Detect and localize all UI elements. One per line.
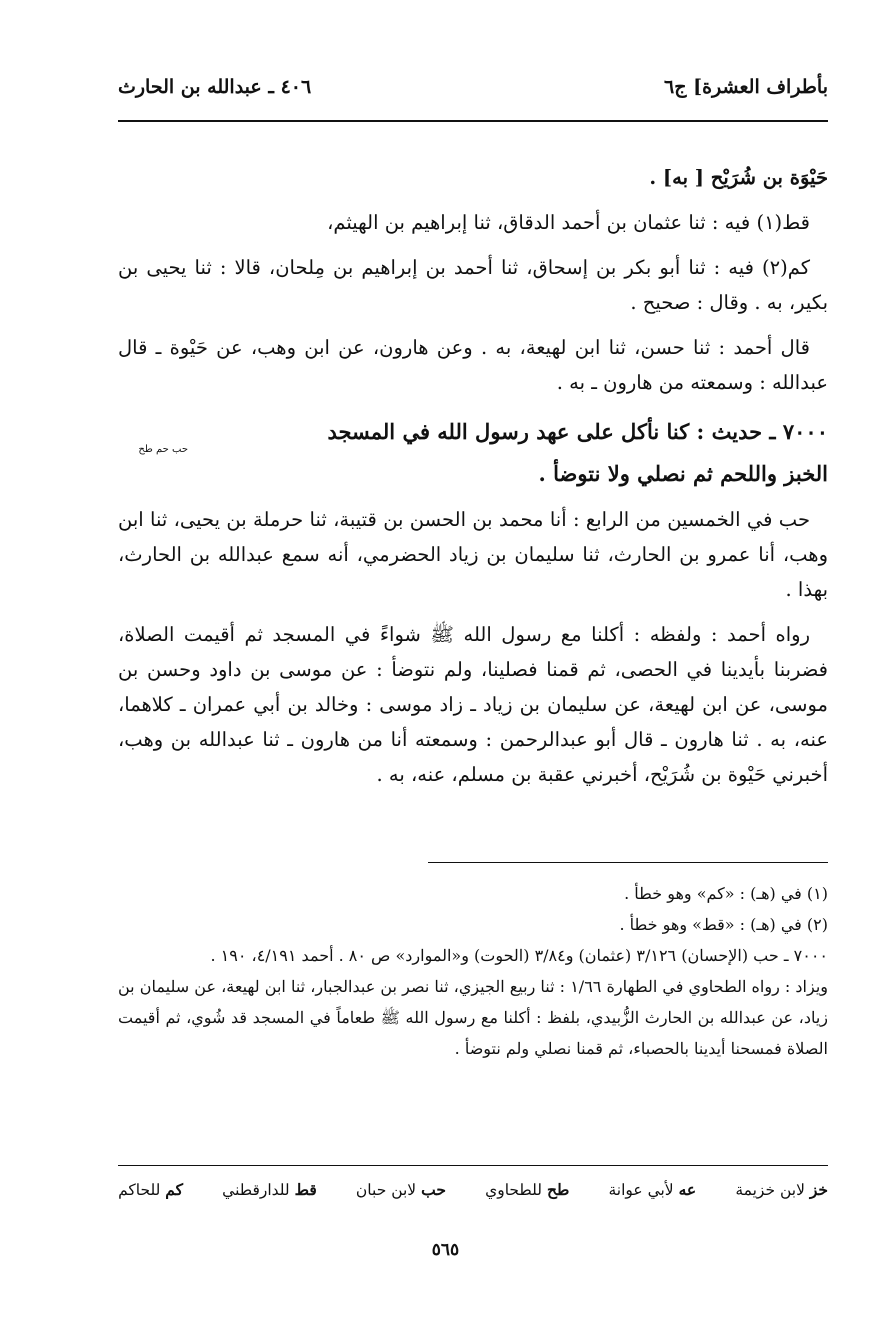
footnote-1: (١) في (هـ) : «كم» وهو خطأ . xyxy=(624,884,828,903)
paragraph-2: قط(١) فيه : ثنا عثمان بن أحمد الدقاق، ثنا إبراهيم بن الهيثم، xyxy=(327,211,810,234)
abbr-item: حب لابن حبان xyxy=(355,1180,446,1199)
abbr-item: طح للطحاوي xyxy=(485,1180,570,1199)
paragraph-1: حَيْوَة بن شُرَيْح [ به] . xyxy=(649,166,828,189)
hadith-heading xyxy=(118,414,828,492)
abbr-item: خز لابن خزيمة xyxy=(735,1180,828,1199)
main-text xyxy=(118,160,828,802)
paragraph-6: رواه أحمد : ولفظه : أكلنا مع رسول الله ﷺ شواءً في المسجد ثم أقيمت الصلاة، فضربنا بأيدينا في الحصى، ثم قمنا فصلينا، ولم نتوضأ : عن موسى بن داود وحسن بن موسى، عن ابن لهيعة، عن سليمان بن زياد ـ زاد موسى : وخالد بن أبي عمران ـ كلاهما، عنه، به . ثنا هارون ـ قال أبو عبدالرحمن : وسمعته أنا من هارون ـ ثنا عبدالله بن وهب، أخبرني حَيْوة بن شُرَيْح، أخبرني عقبة بن مسلم، عنه، به . xyxy=(118,623,828,786)
running-header xyxy=(118,72,828,112)
abbr-item: عه لأبي عوانة xyxy=(608,1180,697,1199)
header-entry: ٤٠٦ ـ عبدالله بن الحارث xyxy=(118,76,312,98)
abbreviation-rule xyxy=(118,1165,828,1166)
hadith-text-2: الخبز واللحم ثم نصلي ولا نتوضأ . xyxy=(538,461,828,486)
footnote-rule xyxy=(428,862,828,863)
paragraph-4: قال أحمد : ثنا حسن، ثنا ابن لهيعة، به . وعن هارون، عن ابن وهب، عن حَيْوة ـ قال عبدالله : وسمعته من هارون ـ به . xyxy=(118,336,828,394)
page-number: ٥٦٥ xyxy=(431,1240,460,1260)
footnote-4: ويزاد : رواه الطحاوي في الطهارة ١/٦٦ : ثنا ربيع الجيزي، ثنا نصر بن عبدالجبار، ثنا ابن لهيعة، عن سليمان بن زياد، عن عبدالله بن الحارث الزُّبيدي، بلفظ : أكلنا مع رسول الله ﷺ طعاماً في المسجد قد شُوي، ثم أقيمت الصلاة فمسحنا أيدينا بالحصباء، ثم قمنا نصلي ولم نتوضأ . xyxy=(118,977,829,1058)
paragraph-3: كم(٢) فيه : ثنا أبو بكر بن إسحاق، ثنا أحمد بن إبراهيم بن مِلحان، قالا : ثنا يحيى بن بكير، به . وقال : صحيح . xyxy=(118,256,828,314)
abbr-item: قط للدارقطني xyxy=(222,1180,317,1199)
footnote-2: (٢) في (هـ) : «قط» وهو خطأ . xyxy=(619,915,828,934)
abbr-item: كم للحاكم xyxy=(118,1180,183,1199)
hadith-source-codes: حب حم طح xyxy=(138,444,188,455)
hadith-text: ٧٠٠٠ ـ حديث : كنا نأكل على عهد رسول الله في المسجد xyxy=(327,419,828,444)
footnote-3: ٧٠٠٠ ـ حب (الإحسان) ٣/١٢٦ (عثمان) و٣/٨٤ (الحوت) و«الموارد» ص ٨٠ . أحمد ٤/١٩١، ١٩٠ . xyxy=(210,946,828,965)
header-volume: بأطراف العشرة] ج٦ xyxy=(664,76,828,98)
footnotes xyxy=(118,878,828,1064)
paragraph-5: حب في الخمسين من الرابع : أنا محمد بن الحسن بن قتيبة، ثنا حرملة بن يحيى، ثنا ابن وهب، أنا عمرو بن الحارث، ثنا سليمان بن زياد الحضرمي، أنه سمع عبدالله بن الحارث، بهذا . xyxy=(118,508,828,601)
abbreviation-key xyxy=(118,1180,828,1199)
header-rule xyxy=(118,120,828,122)
